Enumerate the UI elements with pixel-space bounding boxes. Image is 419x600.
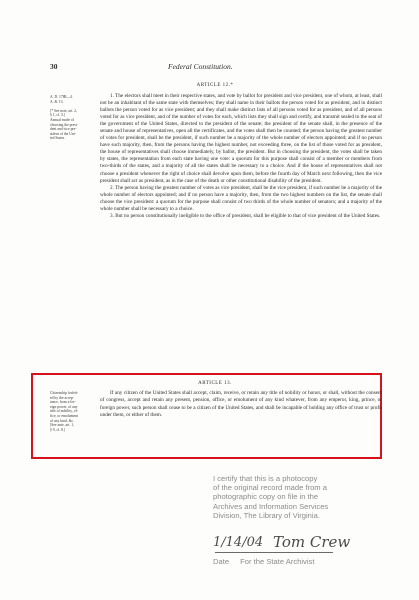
certification-line: of the original record made from a <box>213 483 327 493</box>
margin-note-line: ed by the accep- <box>50 395 75 400</box>
signature-line <box>215 552 333 553</box>
margin-note-line: choosing the presi- <box>50 122 79 127</box>
signature-date: 1/14/04 <box>213 535 264 550</box>
signature-caption <box>213 557 314 566</box>
margin-note-line: title of nobility, of- <box>50 409 79 414</box>
certification-line: Archives and Information Services <box>213 501 329 511</box>
article-13-paragraph: If any citizen of the United States shall accept, claim, receive, or retain any title of nobility or honor, or shall, without the consent of congress, accept and retain any present, pension, office, or emolument of any kind whatever, from any emperor, king, prince, or foreign power, such person shall cease to be a citizen of the United States, and shall be incapable of holding any office of trust or profit under them, or either of them. <box>100 390 382 419</box>
article-13-margin-notes <box>50 391 96 432</box>
date-caption: Date <box>213 557 230 566</box>
article-12-paragraph-1: 1. The electors shall meet in their respective states, and vote by ballot for president and vice president, one of whom, at least, shall not be an inhabitant of the same state with themselves; they shall name in their ballots the person voted for as president, and in distinct ballots the person voted for as vice president; and they shall make distinct lists of all persons voted for as president, and of all persons voted for as vice president, and of the number of votes for each, which lists they shall sign and certify, and transmit sealed to the seat of the government of the United States, directed to the president of the senate; the president of the senate shall, in the presence of the senate and house of representatives, open all the certificates, and the votes shall then be counted; the person having the greatest number of votes for president, shall be the president, if such number be a majority of the whole number of electors appointed; and if no person have such majority, then, from the persons having the highest number, not exceeding three, on the list of those voted for as president, the house of representatives shall choose immediately, by ballot, the president. But in choosing the president, the votes shall be taken by states, the representation from each state having one vote: a quorum for this purpose shall consist of a member or members from two-thirds of the states, and a majority of all the states shall be necessary to a choice. And if the house of representatives shall not choose a president whenever the right of choice shall devolve upon them, before the fourth day of March next following, then the vice president shall act as president, as in the case of the death or other constitutional disability of the president. <box>100 93 382 184</box>
certification-stamp <box>213 474 393 520</box>
page-header <box>50 62 380 74</box>
article-12-heading: ARTICLE 12.* <box>196 83 234 88</box>
page-number: 30 <box>50 62 58 71</box>
margin-note-line: fice, or emolument <box>50 413 78 418</box>
margin-note-line: A. R. 13. <box>50 99 64 104</box>
margin-note-line: § 9, cl. 8.] <box>50 427 65 432</box>
margin-note-line: [See ante, art. 1, <box>50 423 74 428</box>
margin-note-line: § 1, cl. 3.] <box>50 113 65 118</box>
margin-note-line: sident of the Uni- <box>50 131 76 136</box>
margin-note-line: [* See note, art. 2, <box>50 108 77 113</box>
article-12-paragraph-2: 2. The person having the greatest number of votes as vice president, shall be the vice president, if such number be a majority of the whole number of electors appointed; and if no person have a majority, then, from the two highest numbers on the list, the senate shall choose the vice president: a quorum for the purpose shall consist of two thirds of the whole number of senators; and a majority of the whole number shall be necessary to a choice. <box>100 184 382 212</box>
signature-block <box>213 535 393 557</box>
certification-line: photographic copy on file in the <box>213 492 319 502</box>
article-12-margin-notes <box>50 95 94 141</box>
certification-line: Division, The Library of Virginia. <box>213 510 320 520</box>
handwritten-signature: Tom Crew <box>273 533 351 551</box>
article-13-text <box>100 390 382 420</box>
article-12-text <box>100 93 382 220</box>
margin-note-line: ted States. <box>50 136 66 141</box>
article-13-heading: ARTICLE 13. <box>198 381 232 386</box>
archivist-caption: For the State Archivist <box>240 557 315 566</box>
margin-note-line: A. D. 1788—4. <box>50 95 73 99</box>
margin-note-line: Annual mode of <box>50 117 74 122</box>
article-12-paragraph-3: 3. But no person constitutionally ineligible to the office of president, shall be eligible to that of vice president of the United States. <box>110 212 381 219</box>
margin-note-line: tance, from a for- <box>50 400 76 405</box>
margin-note-line: eign power, of any <box>50 404 78 409</box>
running-title: Federal Constitution. <box>168 62 233 71</box>
margin-note-line: of any kind, &c. <box>50 418 75 423</box>
margin-note-line: dent and vice pre- <box>50 127 77 132</box>
margin-note-line: Citizenship forfeit- <box>50 391 79 395</box>
certification-line: I certify that this is a photocopy <box>213 474 318 483</box>
